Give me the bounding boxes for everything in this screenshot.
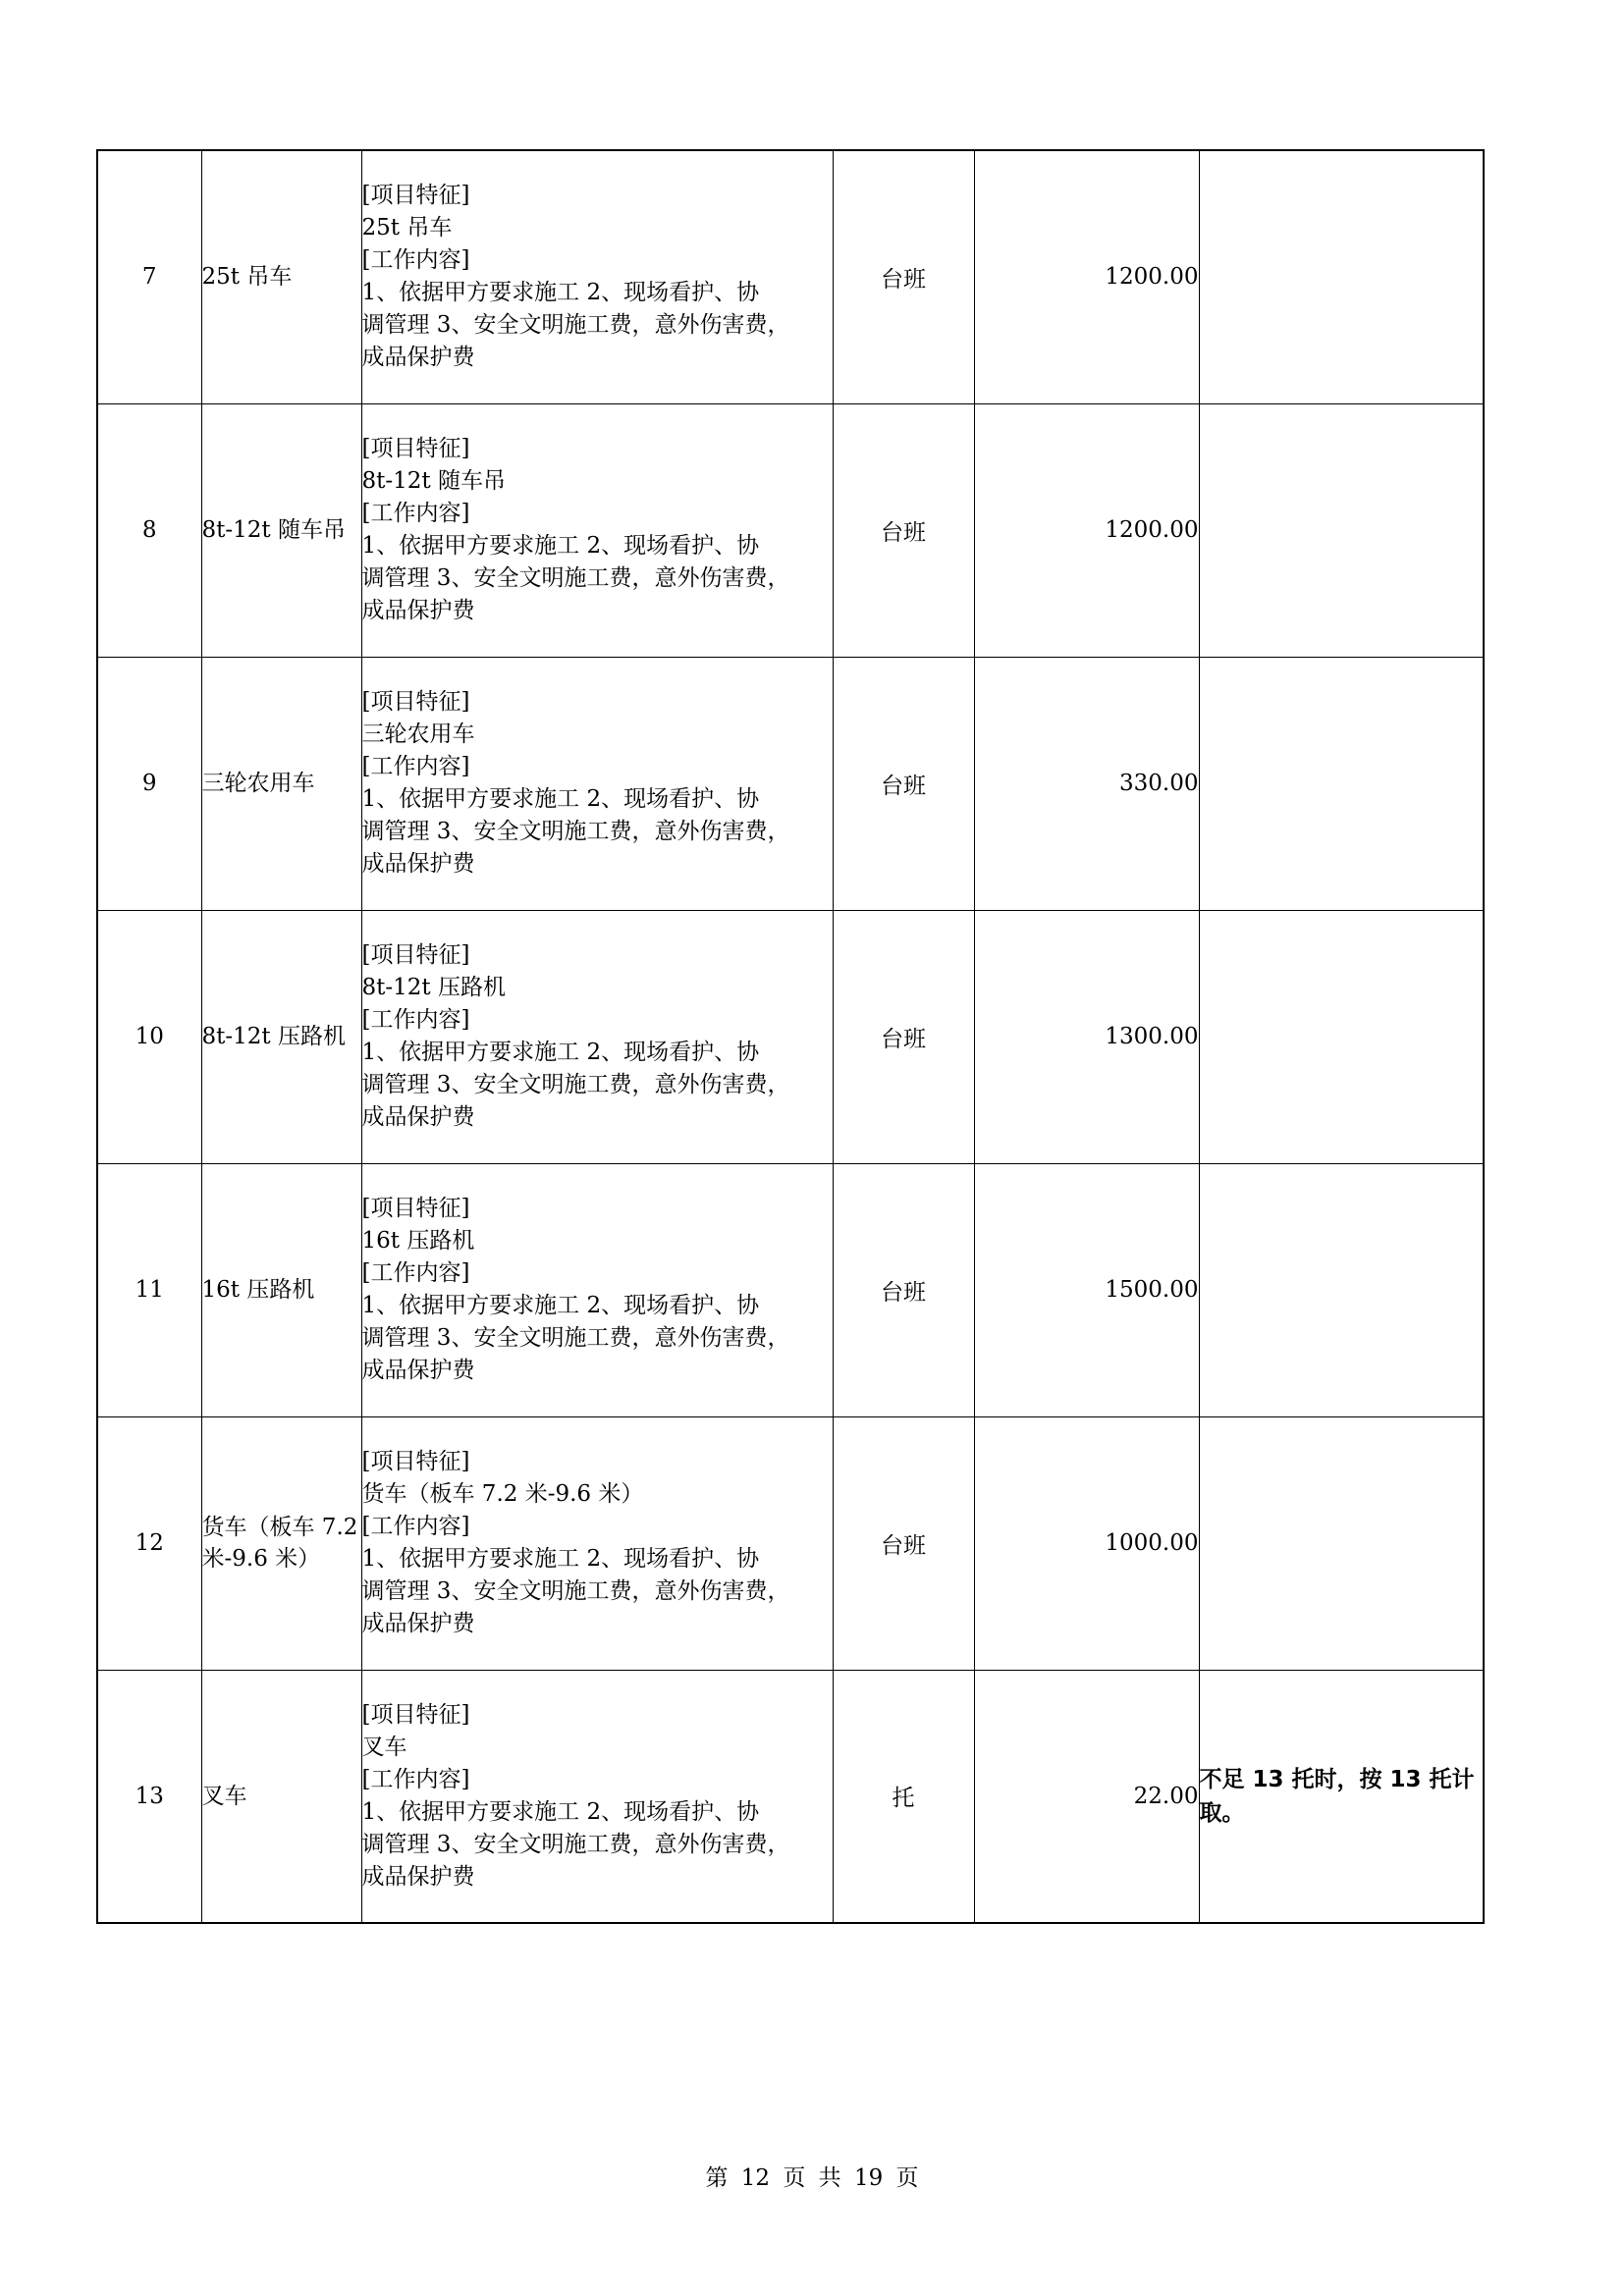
feature-label: [项目特征] [361,1701,470,1728]
row-number: 13 [97,1670,201,1923]
item-name: 8t-12t 压路机 [201,910,361,1163]
item-name: 叉车 [201,1670,361,1923]
item-description [361,1416,833,1670]
item-description [361,150,833,403]
row-number: 12 [97,1416,201,1670]
item-description [361,403,833,657]
item-description [361,1670,833,1923]
row-number: 10 [97,910,201,1163]
feature-label: [项目特征] [361,183,470,209]
item-description [361,910,833,1163]
unit: 台班 [833,910,974,1163]
page-number-footer: 第 12 页 共 19 页 [705,2165,919,2191]
work-label: [工作内容] [361,1514,470,1539]
unit: 台班 [833,403,974,657]
row-number: 8 [97,403,201,657]
item-description [361,1163,833,1416]
item-description [361,657,833,910]
feature-label: [项目特征] [361,1449,470,1474]
remark [1199,657,1484,910]
unit-price: 1200.00 [974,403,1199,657]
remark [1199,150,1484,403]
work-line: 调管理 3、安全文明施工费，意外伤害费， [361,312,790,339]
unit: 台班 [833,1163,974,1416]
work-label: [工作内容] [361,754,470,779]
item-name: 16t 压路机 [201,1163,361,1416]
row-number: 11 [97,1163,201,1416]
feature-text: 叉车 [361,1734,407,1760]
feature-label: [项目特征] [361,942,470,968]
table-row [97,1163,1484,1416]
work-line: 调管理 3、安全文明施工费，意外伤害费， [361,1831,790,1857]
unit-price: 330.00 [974,657,1199,910]
work-label: [工作内容] [361,501,470,526]
work-label: [工作内容] [361,1260,470,1286]
work-line: 1、依据甲方要求施工 2、现场看护、协 [361,280,760,306]
feature-text: 8t-12t 压路机 [361,975,506,1000]
unit: 托 [833,1670,974,1923]
work-line: 成品保护费 [361,598,475,623]
feature-text: 16t 压路机 [361,1228,475,1254]
work-label: [工作内容] [361,1766,470,1792]
unit: 台班 [833,150,974,403]
remark [1199,1416,1484,1670]
work-line: 调管理 3、安全文明施工费，意外伤害费， [361,565,790,591]
remark [1199,403,1484,657]
unit-price: 22.00 [974,1670,1199,1923]
unit-price: 1500.00 [974,1163,1199,1416]
feature-text: 25t 吊车 [361,215,453,241]
work-line: 成品保护费 [361,851,475,877]
unit: 台班 [833,1416,974,1670]
work-line: 成品保护费 [361,1358,475,1383]
table-row [97,657,1484,910]
item-name: 25t 吊车 [201,150,361,403]
work-line: 1、依据甲方要求施工 2、现场看护、协 [361,1546,760,1572]
feature-label: [项目特征] [361,436,470,461]
work-line: 调管理 3、安全文明施工费，意外伤害费， [361,1325,790,1351]
table-row [97,150,1484,403]
table-row [97,1670,1484,1923]
feature-text: 8t-12t 随车吊 [361,468,506,494]
unit-price: 1000.00 [974,1416,1199,1670]
work-line: 调管理 3、安全文明施工费，意外伤害费， [361,1072,790,1097]
work-line: 1、依据甲方要求施工 2、现场看护、协 [361,1293,760,1318]
feature-label: [项目特征] [361,1196,470,1221]
work-line: 1、依据甲方要求施工 2、现场看护、协 [361,786,760,812]
table-row [97,403,1484,657]
table-row [97,910,1484,1163]
item-name: 三轮农用车 [201,657,361,910]
remark [1199,910,1484,1163]
feature-text: 货车（板车 7.2 米-9.6 米） [361,1481,644,1507]
work-line: 1、依据甲方要求施工 2、现场看护、协 [361,533,760,559]
item-name: 货车（板车 7.2 米-9.6 米） [201,1416,361,1670]
work-line: 调管理 3、安全文明施工费，意外伤害费， [361,819,790,844]
row-number: 9 [97,657,201,910]
feature-label: [项目特征] [361,689,470,715]
item-name: 8t-12t 随车吊 [201,403,361,657]
work-label: [工作内容] [361,247,470,274]
table-row [97,1416,1484,1670]
work-label: [工作内容] [361,1007,470,1033]
unit-price: 1200.00 [974,150,1199,403]
unit-price: 1300.00 [974,910,1199,1163]
work-line: 1、依据甲方要求施工 2、现场看护、协 [361,1040,760,1065]
work-line: 成品保护费 [361,1863,475,1890]
work-line: 调管理 3、安全文明施工费，意外伤害费， [361,1578,790,1604]
work-line: 成品保护费 [361,1104,475,1130]
price-table [96,149,1485,1924]
remark [1199,1163,1484,1416]
unit: 台班 [833,657,974,910]
row-number: 7 [97,150,201,403]
feature-text: 三轮农用车 [361,721,475,747]
work-line: 成品保护费 [361,1611,475,1636]
work-line: 1、依据甲方要求施工 2、现场看护、协 [361,1798,760,1825]
remark: 不足 13 托时，按 13 托计取。 [1199,1670,1484,1923]
work-line: 成品保护费 [361,345,475,371]
